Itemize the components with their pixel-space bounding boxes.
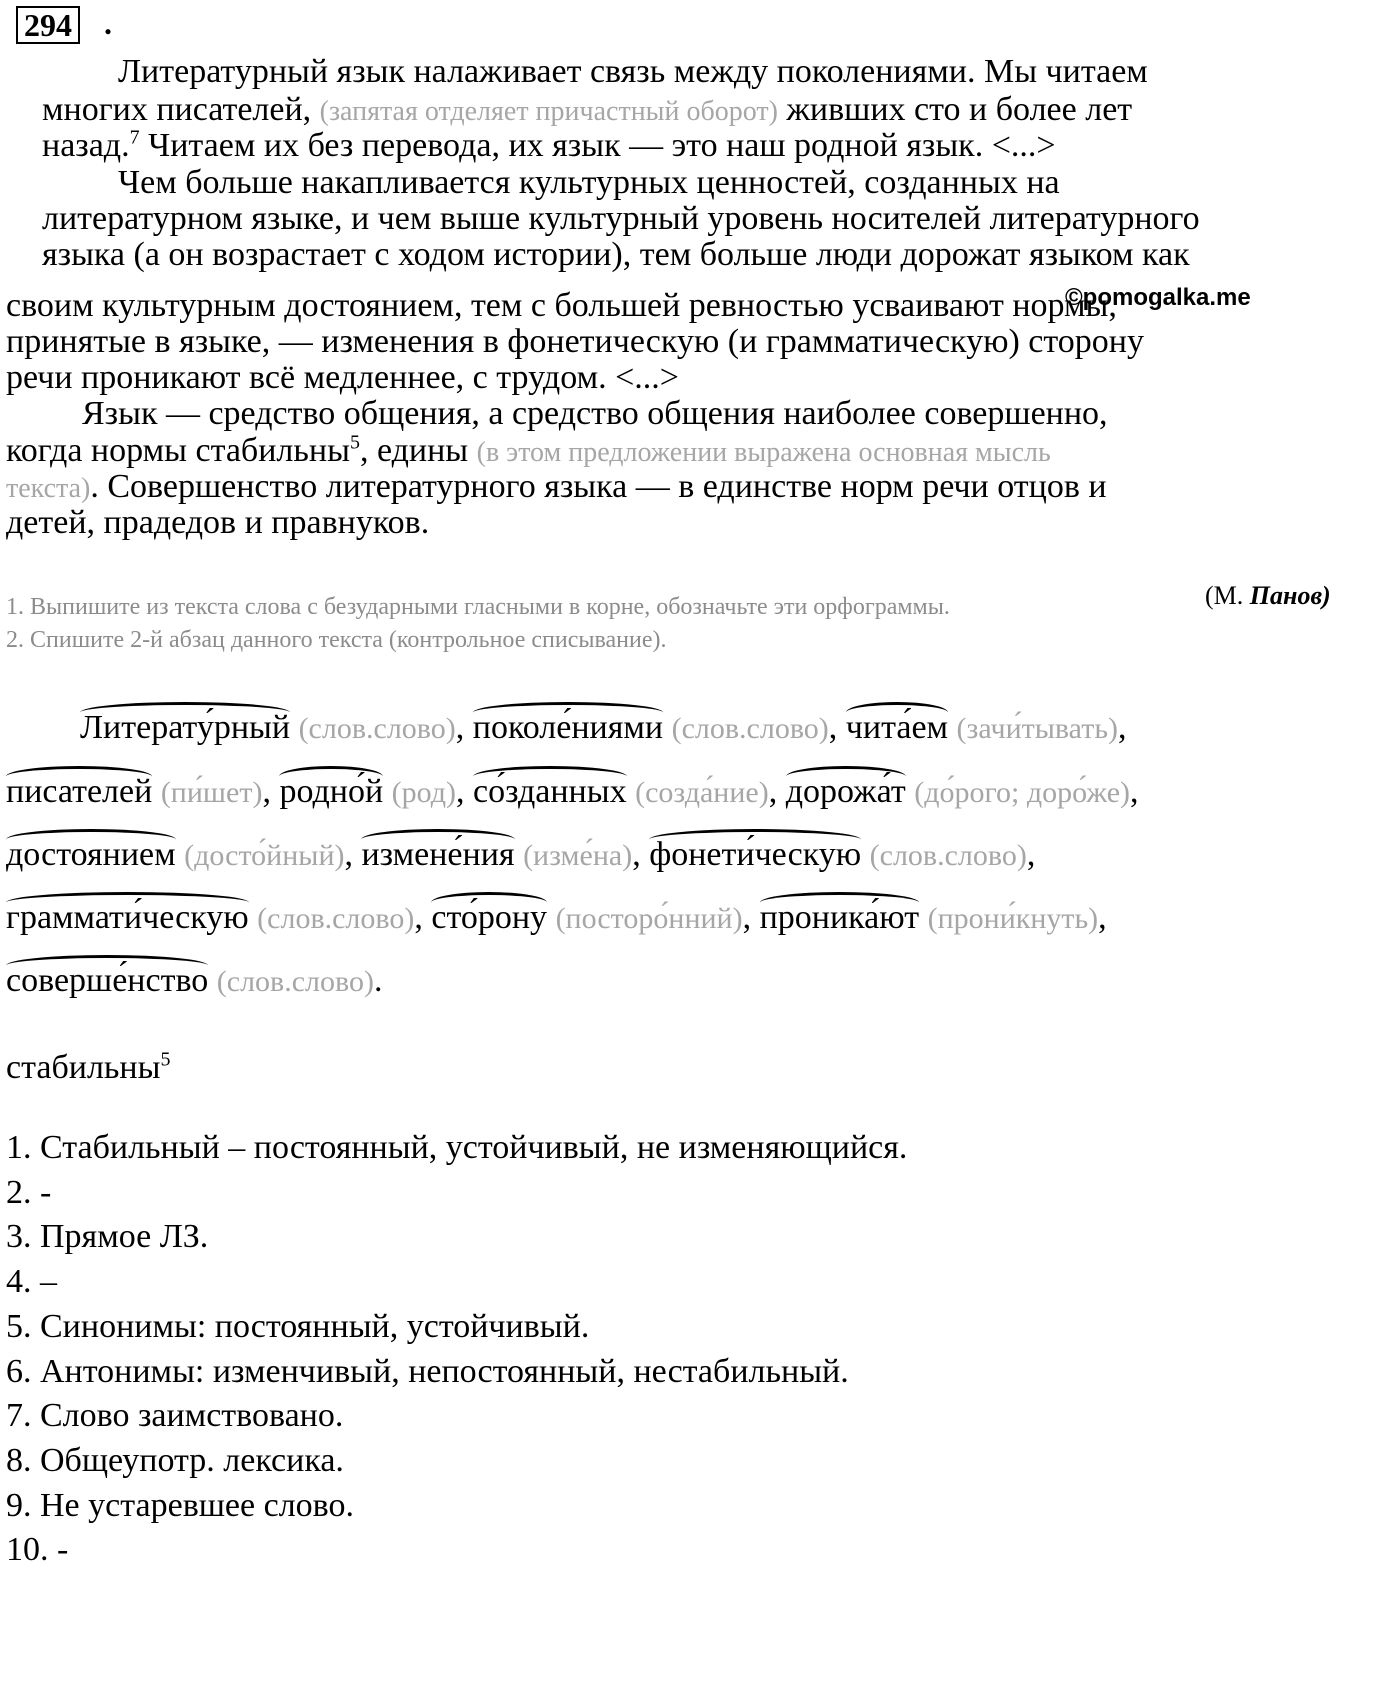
check-word: (посторо́нний) [555, 902, 743, 935]
text-line: многих писателей, (запятая отделяет причастный оборот) живших сто и более лет [42, 91, 1133, 128]
author: (М. Панов) [1205, 581, 1331, 610]
analyzed-word: писателей [6, 773, 153, 810]
check-word: (досто́йный) [184, 839, 345, 872]
analyzed-word: поколе́ниями [472, 709, 664, 746]
hint-note: (запятая отделяет причастный оборот) [319, 96, 778, 127]
check-word: (прони́кнуть) [927, 902, 1099, 935]
check-word: (зачи́тывать) [956, 712, 1119, 745]
check-word: (слов.слово) [869, 839, 1027, 872]
text-line: Литературный язык налаживает связь между поколениями. Мы читаем [118, 53, 1148, 90]
analyzed-word: чита́ем [845, 709, 949, 746]
check-word: (слов.слово) [298, 712, 456, 745]
check-word: (род) [391, 776, 457, 809]
watermark: ©pomogalka.me [1065, 284, 1251, 311]
analyzed-word: со́зданных [473, 773, 627, 810]
check-word: (слов.слово) [671, 712, 829, 745]
analyzed-word: Литерату́рный [80, 709, 291, 746]
footnote-mark: 5 [349, 431, 360, 454]
text-line: Чем больше накапливается культурных ценностей, созданных на [118, 164, 1060, 201]
check-word: (до́рого; доро́же) [914, 776, 1131, 809]
analyzed-word: родно́й [279, 773, 384, 810]
word-row [6, 961, 382, 1002]
punctuation: , [414, 899, 432, 936]
check-word: (слов.слово) [216, 965, 374, 998]
punctuation: , [1130, 773, 1139, 810]
text-line: литературном языке, и чем выше культурный уровень носителей литературного [42, 200, 1200, 237]
check-word: (изме́на) [523, 839, 633, 872]
analyzed-word: сто́рону [431, 899, 548, 936]
analyzed-word: измене́ния [361, 836, 515, 873]
text-line: когда нормы стабильны$^5$, едины (в этом предложении выражена основная мысль [6, 431, 1051, 469]
text-line: принятые в языке, — изменения в фонетическую (и грамматическую) сторону [6, 323, 1145, 360]
word-row [6, 835, 1035, 876]
definition-item: 3. Прямое ЛЗ. [6, 1218, 209, 1256]
text-line: Язык — средство общения, а средство общения наиболее совершенно, [82, 395, 1108, 432]
analyzed-word: фонети́ческую [649, 836, 862, 873]
punctuation: , [262, 773, 280, 810]
text-line: назад.$^7$ Читаем их без перевода, их язык — это наш родной язык. <...> [42, 126, 1056, 164]
definition-item: 7. Слово заимствовано. [6, 1397, 344, 1435]
footnote-mark: 7 [129, 126, 140, 149]
text-line: детей, прадедов и правнуков. [6, 504, 430, 541]
punctuation: , [742, 899, 760, 936]
analyzed-word: дорожа́т [785, 773, 906, 810]
punctuation: , [828, 709, 846, 746]
punctuation: , [455, 709, 473, 746]
definition-item: 5. Синонимы: постоянный, устойчивый. [6, 1307, 590, 1345]
word-row [6, 898, 1107, 939]
punctuation: , [1118, 709, 1127, 746]
definition-item: 6. Антонимы: изменчивый, непостоянный, нестабильный. [6, 1352, 849, 1390]
exercise-number: 294 [16, 6, 80, 44]
text-line: своим культурным достоянием, тем с большей ревностью усваивают нормы, [6, 287, 1117, 324]
check-word: (созда́ние) [635, 776, 769, 809]
footnote-mark: 5 [160, 1048, 171, 1071]
hint-note: текста) [6, 473, 91, 504]
definition-item: 8. Общеупотр. лексика. [6, 1441, 344, 1479]
definition-item: 10. - [6, 1531, 69, 1569]
check-word: (пи́шет) [160, 776, 263, 809]
punctuation: . [373, 962, 383, 999]
text-line: речи проникают всё медленнее, с трудом. <...> [6, 359, 679, 396]
punctuation: , [1026, 836, 1036, 873]
definition-item: 2. - [6, 1173, 52, 1211]
text-line: текста). Совершенство литературного языка — в единстве норм речи отцов и [6, 468, 1107, 505]
word-row [6, 772, 1139, 813]
analyzed-word: граммати́ческую [6, 899, 249, 936]
definition-item: 9. Не устаревшее слово. [6, 1486, 354, 1524]
word-row [80, 708, 1127, 749]
punctuation: , [456, 773, 474, 810]
analyzed-word: проника́ют [759, 899, 920, 936]
punctuation: , [768, 773, 786, 810]
author-name: Панов) [1249, 581, 1331, 610]
task-item: 1. Выпишите из текста слова с безударными гласными в корне, обозначьте эти орфограммы. [6, 594, 950, 620]
punctuation: , [344, 836, 362, 873]
definition-item: 4. – [6, 1263, 57, 1301]
punctuation: , [632, 836, 650, 873]
task-item: 2. Спишите 2-й абзац данного текста (контрольное списывание). [6, 627, 667, 653]
definition-item: 1. Стабильный – постоянный, устойчивый, не изменяющийся. [6, 1129, 908, 1166]
text-line: языка (а он возрастает с ходом истории), тем больше люди дорожат языком как [42, 236, 1190, 273]
check-word: (слов.слово) [257, 902, 415, 935]
definition-title: стабильны$^5$ [6, 1048, 171, 1086]
hint-note: (в этом предложении выражена основная мысль [476, 437, 1051, 468]
exercise-number-dot: . [104, 5, 112, 41]
punctuation: , [1098, 899, 1107, 936]
analyzed-word: достоянием [6, 836, 176, 873]
analyzed-word: соверше́нство [6, 962, 209, 999]
